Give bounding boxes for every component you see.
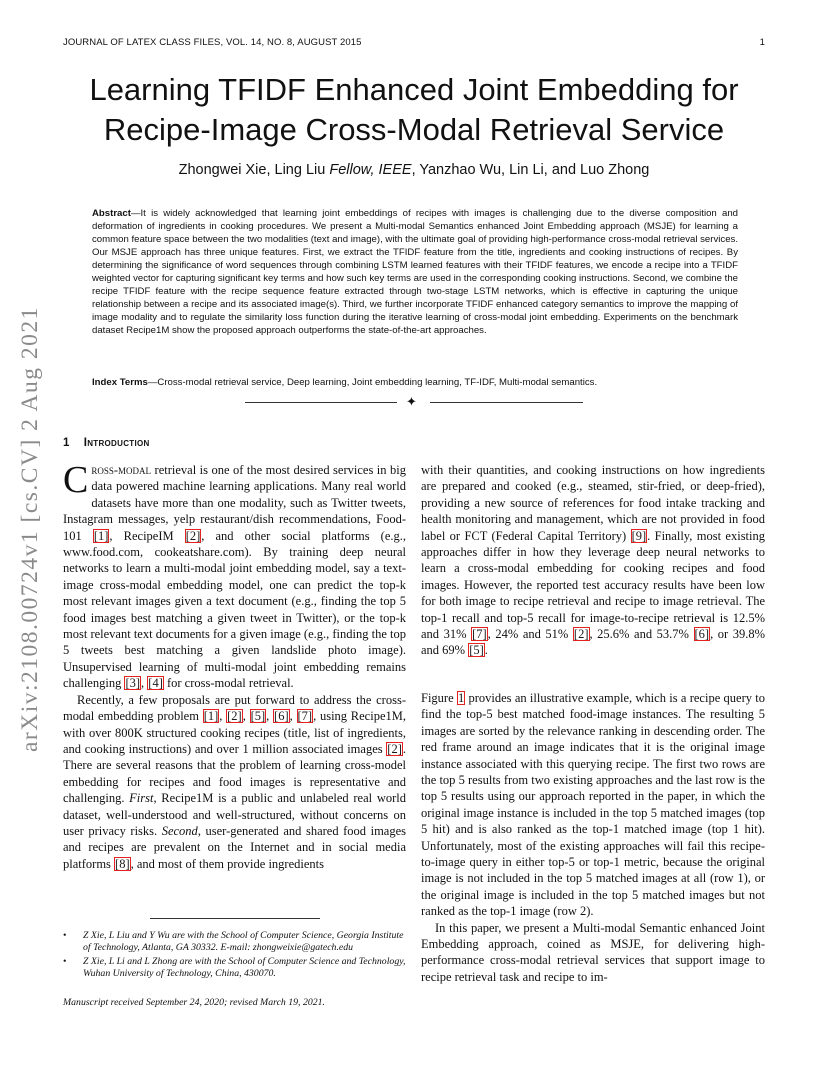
text-run: , and most of them provide ingredients [130,856,324,871]
citation-link[interactable]: [9] [631,528,647,543]
text-run: . [484,643,488,658]
authors-fellow: Fellow, IEEE [329,162,412,178]
text-run: , [266,709,274,724]
text-run: . Finally, most existing approaches differ in how they leverage deep neural networks to learn a cross-modal embedding for cooking recipes and food images. However, the reported test accuracy results have been low for both image to recipe retrieval and recipe to image retrieval. The top-1 recall and top-5 recall for image-to-recipe retrieval is 12.5% and 31% [421,528,765,642]
abstract-text: —It is widely acknowledged that learning joint embeddings of recipes with images is challenging due to the diverse composition and deformation of ingredients in cooking procedures. We present a Multi-modal Semantics enhanced Joint Embedding approach (MSJE) for learning a common feature space between the two modalities (text and image), with the ultimate goal of providing high-performance cross-modal retrieval services. Our MSJE approach has three unique features. First, we extract the TFIDF feature from the title, ingredients and cooking instructions of recipes. By determining the significance of word sequences through combining LSTM learned features with their TFIDF features, we encode a recipe into a TFIDF weighted vector for capturing significant key terms and how such key terms are used in the corresponding cooking instructions. Second, we combine the recipe TFIDF feature with the recipe sequence feature extracted through two-stage LSTM networks, which is effective in capturing the unique relationship between a recipe and its associated image(s). Third, we further incorporate TFIDF enhanced category semantics to improve the mapping of image modality and to regulate the similarity loss function during the iterative learning of cross-modal joint embedding. Experiments on the benchmark dataset Recipe1M show the proposed approach outperforms the state-of-the-art approaches. [92,208,738,336]
citation-link[interactable]: [1] [203,709,219,724]
right-paragraph-2 [421,690,765,920]
authors-part1: Zhongwei Xie, Ling Liu [178,162,330,178]
text-run: . There are several reasons that the problem of learning cross-model embedding for recipes and food images is representative and challenging. [63,741,406,806]
text-run: , Recipe1M is a public and unlabeled real world dataset, well-understood and well-structured, without concerns on user privacy risks. [63,791,406,838]
journal-name: JOURNAL OF LATEX CLASS FILES, VOL. 14, NO. 8, AUGUST 2015 [63,37,362,48]
section-title: Introduction [83,437,150,449]
footnote-affiliation-2: • Z Xie, L Li and L Zhong are with the School of Computer Science and Technology, Wuhan University of Technology, China, 430070. [83,956,408,980]
text-run: , [242,709,250,724]
index-terms [92,376,738,389]
text-run: retrieval is one of the most desired services in big data powered machine learning applications. Many real world datasets have more than one modality, such as Twitter tweets, Instagram messages, yelp restaurant/dish recommendations, Food-101 [63,463,406,543]
footnotes [63,930,408,982]
text-run: Recently, a few proposals are put forward to address the cross-modal embedding problem [63,692,406,724]
citation-link[interactable]: [3] [125,676,141,691]
right-column [421,462,765,985]
running-head [63,37,765,48]
citation-link[interactable]: [7] [297,709,313,724]
separator-right [430,402,583,403]
smallcaps-lead: ross-modal [91,463,152,477]
index-terms-text: —Cross-modal retrieval service, Deep learning, Joint embedding learning, TF-IDF, Multi-modal semantics. [147,377,598,388]
citation-link[interactable]: [5] [469,643,484,658]
citation-link[interactable]: [5] [250,709,266,724]
figure-link[interactable]: 1 [457,690,465,705]
citation-link[interactable]: [6] [694,627,710,642]
emphasis: Second [161,823,198,838]
separator-diamond-icon: ✦ [406,394,417,409]
citation-link[interactable]: [8] [115,856,130,871]
text-run: , [141,676,148,691]
text-run: , 25.6% and 53.7% [589,627,694,642]
section-heading [63,437,150,449]
text-run: , [289,709,297,724]
intro-paragraph-1 [63,459,407,692]
text-run: with their quantities, and cooking instructions on how ingredients are prepared and cooked (e.g., steamed, stir-fried, or deep-fried), providing a new source of references for food intake tracking and health monitoring and management, which are not provided in food label or FCT (Federal Capital Territory) [421,463,765,543]
text-run: provides an illustrative example, which is a recipe query to find the top-5 best matched food-image instances. The resulting 5 images are sorted by the relevance ranking in descending order. The red frame around an image indicates that it is the original image instance associated with this querying recipe. The first two rows are the top 5 results from two existing approaches and the last row is the top 5 results using our approach reported in the paper, in which the original image instance is included in the top 5 matched images (top 5 hit) and is also ranked as the top-1 matched image (top 1 hit). Unfortunately, most of the existing approaches will fail this recipe-to-image query in either top-5 or top-1 metric, because the original image is not included in the top 5 matched images at all (row 1), or the original image is included in the top 5 matched images but not ranked as the top-1 image (row 2). [421,690,766,919]
arxiv-stamp[interactable]: arXiv:2108.00724v1 [cs.CV] 2 Aug 2021 [17,306,43,752]
authors-part2: , Yanzhao Wu, Lin Li, and Luo Zhong [411,162,650,178]
intro-paragraph-2 [63,692,406,872]
author-list [40,162,788,178]
text-run: , user-generated and shared food images and recipes are prevalent on the Internet and in social media platforms [63,823,406,871]
dropcap: C [63,459,89,501]
text-run: , using Recipe1M, with over 800K structured cooking recipes (title, list of ingredients, and cooking instructions) and over 1 million associated images [63,709,406,756]
right-paragraph-3: In this paper, we present a Multi-modal Semantic enhanced Joint Embedding approach, coined as MSJE, for delivering high-performance cross-modal retrieval services that support image to recipe retrieval task and recipe to im- [421,920,765,984]
footnote-affiliation-1: • Z Xie, L Liu and Y Wu are with the School of Computer Science, Georgia Institute of Technology, Atlanta, GA 30332. E-mail: zhongweixie@gatech.edu [83,930,408,954]
citation-link[interactable]: [6] [274,709,289,724]
citation-link[interactable]: [2] [387,741,402,756]
text-run: , [219,709,227,724]
text-run: Figure [421,690,457,705]
abstract-label: Abstract [92,208,131,219]
abstract [92,207,738,337]
text-run: , RecipeIM [109,528,185,543]
citation-link[interactable]: [2] [227,709,242,724]
figure-gap [421,659,765,690]
right-paragraph-1 [421,462,765,659]
citation-link[interactable]: [7] [472,627,487,642]
text-run: for cross-modal retrieval. [163,676,294,691]
text-run: , and other social platforms (e.g., www.food.com, cookeatshare.com). By training deep neural networks to learn a multi-modal joint embedding model, say a text-image cross-modal embedding model, one can predict the top-k most relevant images given a text document (e.g., finding the top 5 food images best matching a given tweet in Twitter), or the top-k most relevant text documents for a given image (e.g., finding the top 5 tweets best matching a given landslide photo image). Unsupervised learning of multi-modal joint embedding remains challenging [63,528,407,691]
emphasis: First [129,791,154,806]
manuscript-dates: Manuscript received September 24, 2020; revised March 19, 2021. [63,997,325,1008]
separator-left [245,402,397,403]
footnote-rule [150,918,320,919]
citation-link[interactable]: [2] [573,627,589,642]
text-run: , 24% and 51% [487,627,573,642]
citation-link[interactable]: [4] [148,676,163,691]
citation-link[interactable]: [2] [185,528,201,543]
paper-title: Learning TFIDF Enhanced Joint Embedding for Recipe-Image Cross-Modal Retrieval Service [89,72,739,147]
text-run: , or 39.8% and 69% [421,627,766,658]
index-terms-label: Index Terms [92,377,148,388]
section-number: 1 [63,437,70,449]
citation-link[interactable]: [1] [93,528,109,543]
page-number: 1 [759,37,765,48]
left-column [63,459,407,872]
